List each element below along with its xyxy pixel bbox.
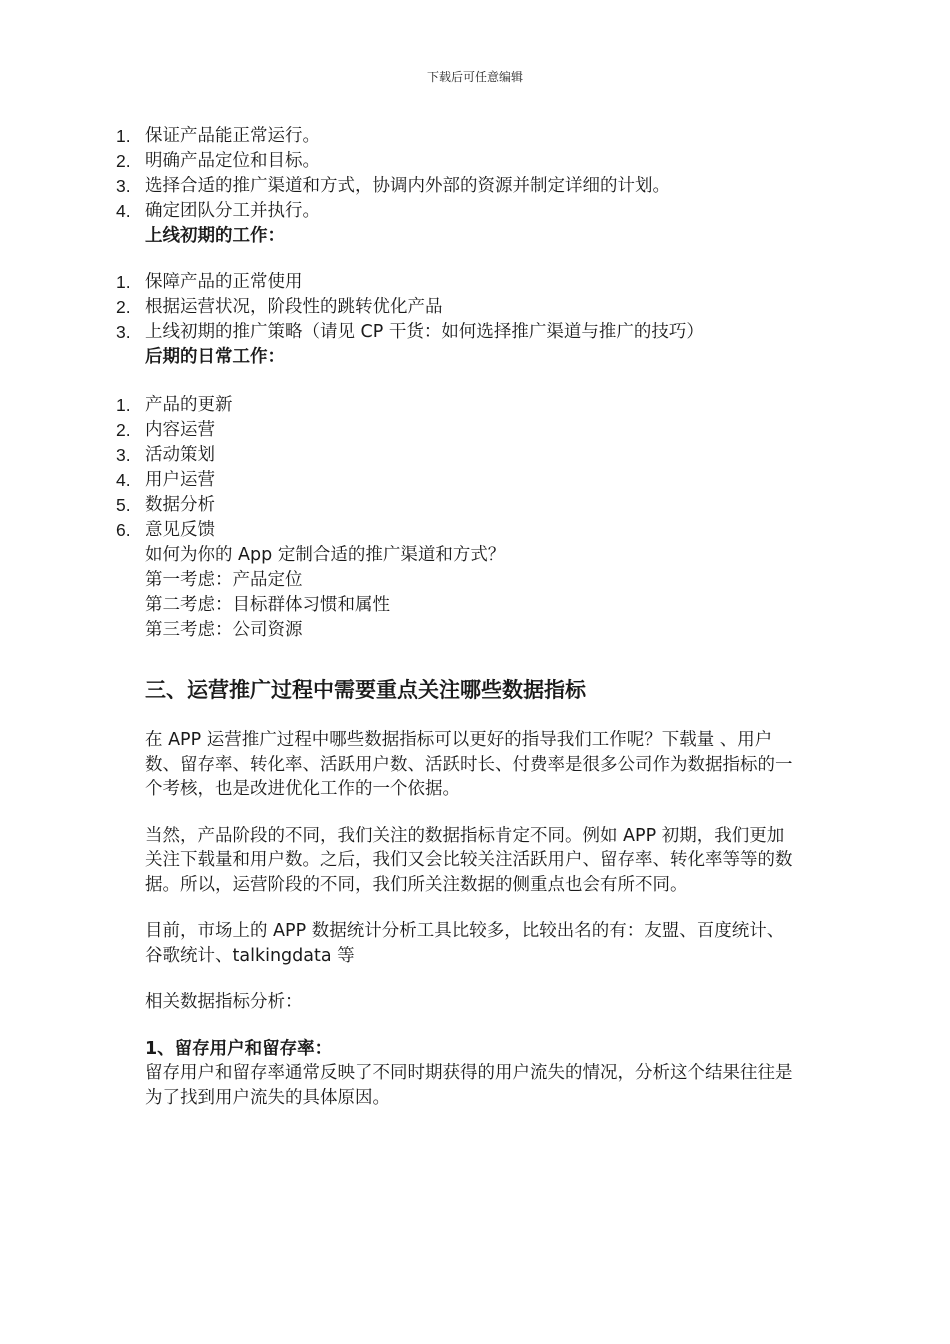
paragraph: 目前，市场上的 APP 数据统计分析工具比较多，比较出名的有：友盟、百度统计、谷歌统计、talkingdata 等 <box>145 921 785 966</box>
consideration-line: 第一考虑：产品定位 <box>145 570 303 590</box>
page-header: 下载后可任意编辑 <box>426 70 523 84</box>
section-heading: 三、运营推广过程中需要重点关注哪些数据指标 <box>145 678 586 702</box>
list-item <box>112 468 812 493</box>
consideration-question: 如何为你的 App 定制合适的推广渠道和方式？ <box>145 545 506 565</box>
item-heading: 1、留存用户和留存率： <box>145 1038 333 1059</box>
paragraph: 留存用户和留存率通常反映了不同时期获得的用户流失的情况，分析这个结果往往是为了找到用户流失的具体原因。 <box>145 1063 793 1108</box>
list-item <box>112 320 812 345</box>
list-item <box>112 149 812 174</box>
list-item <box>112 124 812 149</box>
list-text: 产品的更新 <box>145 395 233 415</box>
list-number: 3. <box>116 445 131 465</box>
list-number: 4. <box>116 470 131 490</box>
list-item <box>112 270 812 295</box>
list-number: 2. <box>116 297 131 317</box>
launch-task-list <box>112 270 812 345</box>
document-body <box>112 124 812 1110</box>
list-number: 6. <box>116 520 131 540</box>
consideration-line: 第二考虑：目标群体习惯和属性 <box>145 595 390 615</box>
list-number: 5. <box>116 495 131 515</box>
list-text: 保证产品能正常运行。 <box>145 126 320 146</box>
prelaunch-task-list <box>112 124 812 224</box>
list-number: 3. <box>116 322 131 342</box>
list-number: 3. <box>116 176 131 196</box>
list-text: 活动策划 <box>145 445 215 465</box>
list-number: 1. <box>116 272 131 292</box>
list-text: 选择合适的推广渠道和方式，协调内外部的资源并制定详细的计划。 <box>145 176 670 196</box>
paragraph: 当然，产品阶段的不同，我们关注的数据指标肯定不同。例如 APP 初期，我们更加关注下载量和用户数。之后，我们又会比较关注活跃用户、留存率、转化率等等的数据。所以，运营阶段的不同，我们所关注数据的侧重点也会有所不同。 <box>145 825 793 895</box>
daily-task-list <box>112 393 812 543</box>
list-text: 意见反馈 <box>145 520 215 540</box>
list-text: 用户运营 <box>145 470 215 490</box>
list-number: 2. <box>116 151 131 171</box>
paragraph: 在 APP 运营推广过程中哪些数据指标可以更好的指导我们工作呢？下载量 、用户数、留存率、转化率、活跃用户数、活跃时长、付费率是很多公司作为数据指标的一个考核，也是改进优化工作的一个依据。 <box>145 730 793 799</box>
list-number: 2. <box>116 420 131 440</box>
list-item <box>112 174 812 199</box>
list-text: 保障产品的正常使用 <box>145 272 303 292</box>
list-item <box>112 393 812 418</box>
list-item <box>112 199 812 224</box>
list-text: 根据运营状况，阶段性的跳转优化产品 <box>145 297 443 317</box>
list-number: 1. <box>116 395 131 415</box>
list-number: 4. <box>116 201 131 221</box>
list-text: 确定团队分工并执行。 <box>145 201 320 221</box>
list-text: 内容运营 <box>145 420 215 440</box>
list-item <box>112 518 812 543</box>
list-number: 1. <box>116 126 131 146</box>
list-text: 数据分析 <box>145 495 215 515</box>
subheading-launch-phase: 上线初期的工作： <box>145 226 285 246</box>
consideration-line: 第三考虑：公司资源 <box>145 620 303 640</box>
paragraph: 相关数据指标分析： <box>145 992 303 1012</box>
list-item <box>112 295 812 320</box>
list-item <box>112 493 812 518</box>
list-item <box>112 443 812 468</box>
list-text: 明确产品定位和目标。 <box>145 151 320 171</box>
list-item <box>112 418 812 443</box>
list-text: 上线初期的推广策略（请见 CP 干货：如何选择推广渠道与推广的技巧） <box>145 322 704 342</box>
subheading-later-phase: 后期的日常工作： <box>145 347 285 367</box>
